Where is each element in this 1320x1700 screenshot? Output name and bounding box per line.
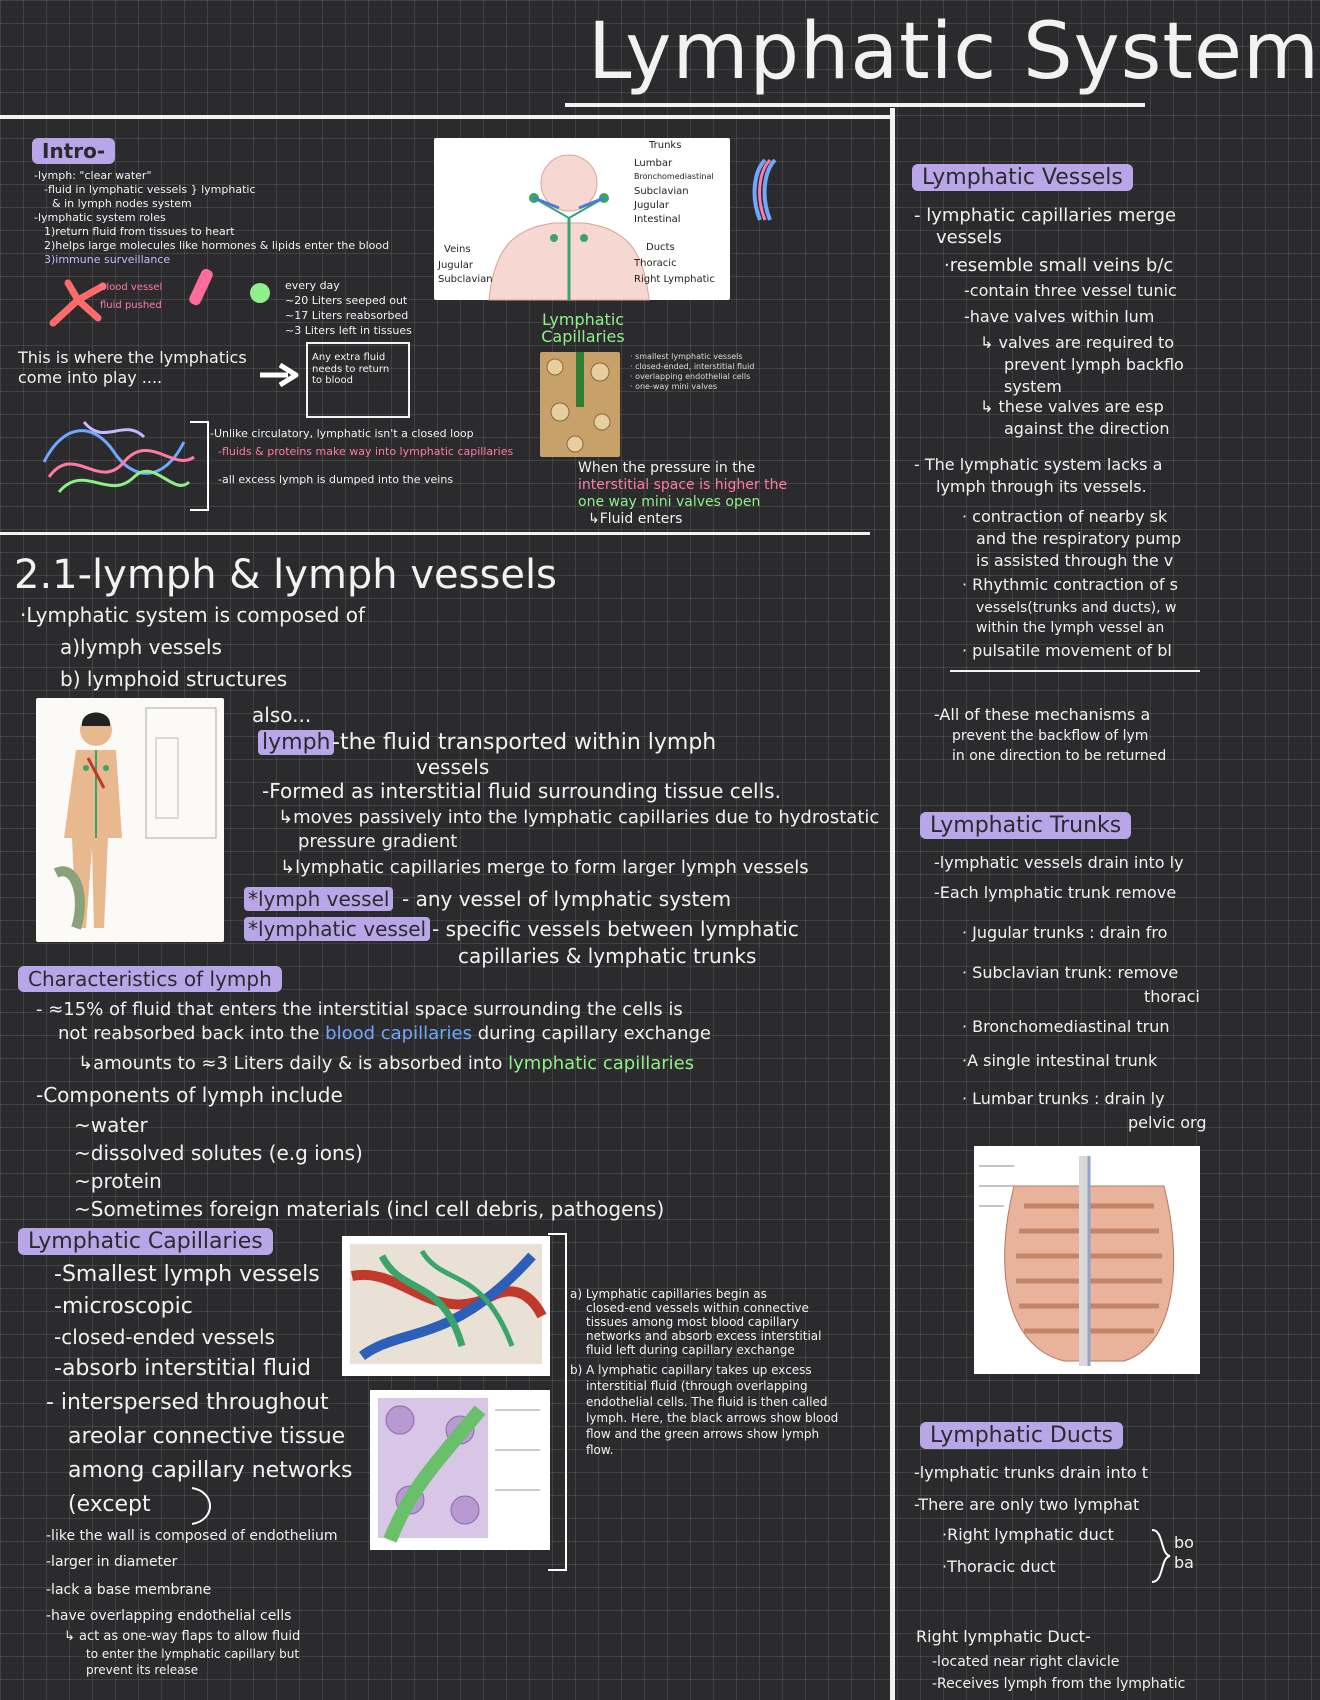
lymphatic-vessel-def: capillaries & lymphatic trunks — [458, 944, 757, 968]
trunks-line: · Jugular trunks : drain fro — [962, 923, 1168, 942]
ducts-line: ·Thoracic duct — [942, 1557, 1056, 1576]
char-line: - ≈15% of fluid that enters the interstitial space surrounding the cells is — [36, 999, 683, 1020]
intro-line: 1)return fluid from tissues to heart — [44, 225, 235, 238]
ducts-brace-icon — [1150, 1528, 1174, 1584]
vessels-line: is assisted through the v — [976, 551, 1174, 570]
vessels-underline — [950, 670, 1200, 672]
caption-a-line: networks and absorb excess interstitial — [586, 1329, 822, 1343]
syringe-doodle — [185, 262, 225, 317]
vessels-line: ↳ valves are required to — [980, 333, 1175, 352]
pressure-line: ↳Fluid enters — [588, 511, 683, 527]
intro-line: -lymph: "clear water" — [34, 169, 152, 182]
intro-label: Intro- — [32, 138, 115, 164]
title-underline — [565, 103, 1145, 107]
unlike-line: -Unlike circulatory, lymphatic isn't a closed loop — [210, 427, 474, 440]
vessels-line: and the respiratory pump — [976, 529, 1182, 548]
composed-line: ·Lymphatic system is composed of — [20, 603, 366, 627]
capillary-item: -Smallest lymph vessels — [54, 1262, 320, 1287]
lymph-network-doodle — [24, 402, 204, 512]
bracket-icon — [188, 420, 212, 512]
veins-legend-item: Jugular — [438, 260, 473, 271]
intro-line: 3)immune surveillance — [44, 253, 171, 266]
arrow-right-icon — [258, 362, 300, 388]
vessels-line: · pulsatile movement of bl — [962, 641, 1172, 660]
formed-line: -Formed as interstitial fluid surrounding tissue cells. — [262, 779, 781, 803]
caption-b-line: lymph. Here, the black arrows show blood — [586, 1411, 839, 1425]
capillary-small-item: ↳ act as one-way flaps to allow fluid — [64, 1629, 301, 1644]
char-text: ↳amounts to ≈3 Liters daily & is absorbed into — [78, 1053, 509, 1074]
lymph-term-highlight: lymph — [258, 730, 334, 755]
caption-a-line: tissues among most blood capillary — [586, 1315, 799, 1329]
vessels-line: against the direction — [1004, 419, 1170, 438]
composed-item: a)lymph vessels — [60, 635, 222, 659]
right-duct-line: -located near right clavicle — [932, 1654, 1120, 1670]
blood-capillaries-highlight: blood capillaries — [325, 1023, 472, 1044]
lymph-vessel-highlight: *lymph vessel — [244, 887, 393, 911]
section-heading: 2.1-lymph & lymph vessels — [14, 552, 557, 598]
vessels-line: · contraction of nearby sk — [962, 507, 1168, 526]
veins-legend-title: Veins — [444, 244, 471, 255]
lymph-vessel-term — [244, 888, 393, 911]
vessels-line: - lymphatic capillaries merge — [914, 205, 1177, 226]
lymph-vessel-def: - any vessel of lymphatic system — [402, 887, 732, 911]
play-text: This is where the lymphatics come into play .... — [18, 348, 247, 387]
ducts-line: bo — [1174, 1533, 1194, 1552]
merge-line: ↳lymphatic capillaries merge to form larger lymph vessels — [280, 857, 809, 878]
unlike-line: -fluids & proteins make way into lymphatic capillaries — [218, 445, 514, 458]
caption-a-line: fluid left during capillary exchange — [586, 1343, 795, 1357]
lymph-body-diagram — [434, 138, 730, 300]
char-text: not reabsorbed back into the — [58, 1023, 326, 1044]
lymph-capillaries-heading: Lymphatic Capillaries — [18, 1228, 273, 1255]
components-line: -Components of lymph include — [36, 1083, 343, 1107]
lymphatic-vessel-def: - specific vessels between lymphatic — [432, 917, 799, 941]
extra-fluid-text: Any extra fluid needs to return to blood — [312, 352, 390, 386]
moves-line: ↳moves passively into the lymphatic capillaries due to hydrostatic — [278, 807, 880, 828]
capillary-illustration — [540, 352, 620, 457]
trunks-legend-item: Jugular — [634, 200, 669, 211]
capillary-item: - interspersed throughout — [46, 1390, 329, 1415]
capillary-item: areolar connective tissue — [68, 1424, 346, 1449]
caption-b-line: flow and the green arrows show lymph — [586, 1427, 820, 1441]
every-day-line: every day — [285, 279, 340, 292]
lymph-term — [258, 730, 334, 755]
trunks-line: · Bronchomediastinal trun — [962, 1017, 1170, 1036]
vessels-line: in one direction to be returned — [952, 748, 1167, 764]
caption-b-line: endothelial cells. The fluid is then called — [586, 1395, 828, 1409]
component-item: ~dissolved solutes (e.g ions) — [74, 1141, 363, 1165]
lymphatic-vessel-term — [244, 918, 430, 941]
doodle-note: fluid pushed — [100, 300, 162, 311]
thoracic-duct-figure — [974, 1146, 1200, 1374]
lymphoid-body-figure — [36, 698, 224, 942]
ducts-legend-item: Thoracic — [634, 258, 677, 269]
pressure-line: When the pressure in the — [578, 460, 756, 476]
char-text: during capillary exchange — [471, 1023, 711, 1044]
capillary-small-item: -have overlapping endothelial cells — [46, 1608, 292, 1624]
also-text: also... — [252, 703, 312, 727]
vessel-doodle — [48, 278, 108, 328]
intro-divider — [0, 532, 870, 535]
vessels-line: - The lymphatic system lacks a — [914, 455, 1163, 474]
moves-line: pressure gradient — [298, 831, 458, 852]
trunks-heading: Lymphatic Trunks — [920, 812, 1131, 839]
vessels-line: ·resemble small veins b/c — [944, 255, 1174, 276]
caption-a-line: closed-end vessels within connective — [586, 1301, 809, 1315]
trunks-line: pelvic org — [1128, 1113, 1207, 1132]
trunks-line: thoraci — [1144, 987, 1200, 1006]
vessels-line: vessels — [936, 227, 1002, 248]
except-bracket-icon — [186, 1486, 222, 1526]
capillary-item: among capillary networks — [68, 1458, 353, 1483]
vessel-detail-diagram — [745, 155, 833, 225]
page-title: Lymphatic System — [588, 7, 1320, 97]
caption-a-line: a) Lymphatic capillaries begin as — [570, 1287, 767, 1301]
vessels-line: -contain three vessel tunic — [964, 281, 1177, 300]
trunks-legend-item: Lumbar — [634, 158, 673, 169]
vessels-line: -All of these mechanisms a — [934, 705, 1151, 724]
unlike-line: -all excess lymph is dumped into the veins — [218, 473, 454, 486]
capillary-item: (except — [68, 1492, 151, 1517]
capillary-small-item: -lack a base membrane — [46, 1582, 212, 1598]
component-item: ~protein — [74, 1169, 162, 1193]
capillary-notes: · smallest lymphatic vessels · closed-ended, interstitial fluid · overlapping endothelial cells · one-way mini valves — [630, 352, 755, 391]
intro-line: -lymphatic system roles — [34, 211, 166, 224]
char-line — [78, 1054, 694, 1075]
veins-legend-item: Subclavian — [438, 274, 493, 285]
figure-bracket-icon — [546, 1232, 570, 1572]
component-item: ~Sometimes foreign materials (incl cell debris, pathogens) — [74, 1197, 665, 1221]
vessels-line: vessels(trunks and ducts), w — [976, 600, 1177, 616]
vessels-line: prevent lymph backflo — [1004, 355, 1184, 374]
lymphatic-vessel-highlight: *lymphatic vessel — [244, 917, 430, 941]
lymph-def: vessels — [416, 755, 490, 779]
trunks-line: ·A single intestinal trunk — [962, 1051, 1158, 1070]
every-day-line: ~3 Liters left in tissues — [285, 324, 412, 337]
capillary-small-item: prevent its release — [86, 1663, 199, 1677]
trunks-legend-title: Trunks — [649, 140, 682, 151]
column-divider — [890, 108, 895, 1700]
vessels-line: within the lymph vessel an — [976, 620, 1165, 636]
capillary-small-item: -larger in diameter — [46, 1554, 178, 1570]
trunks-legend-item: Intestinal — [634, 214, 681, 225]
component-item: ~water — [74, 1113, 148, 1137]
doodle-note: blood vessel — [100, 282, 163, 293]
trunks-line: · Lumbar trunks : drain ly — [962, 1089, 1165, 1108]
capillary-closeup-figure — [370, 1390, 550, 1550]
capillaries-label: Lymphatic Capillaries — [541, 310, 625, 346]
capillary-small-item: -like the wall is composed of endothelium — [46, 1528, 338, 1544]
right-duct-line: -Receives lymph from the lymphatic — [932, 1676, 1186, 1692]
ducts-line: -lymphatic trunks drain into t — [914, 1463, 1149, 1482]
trunks-legend-item: Bronchomediastinal — [634, 172, 714, 181]
composed-item: b) lymphoid structures — [60, 667, 288, 691]
ducts-heading: Lymphatic Ducts — [920, 1422, 1123, 1449]
capillary-item: -absorb interstitial fluid — [54, 1356, 311, 1381]
every-day-line: ~17 Liters reabsorbed — [285, 309, 409, 322]
capillary-item: -closed-ended vessels — [54, 1325, 275, 1349]
capillary-small-item: to enter the lymphatic capillary but — [86, 1647, 300, 1661]
top-divider — [0, 115, 890, 119]
pressure-line: one way mini valves open — [578, 494, 761, 510]
ducts-legend-title: Ducts — [646, 242, 675, 253]
vessels-line: prevent the backflow of lym — [952, 728, 1149, 744]
lymphatic-capillaries-highlight: lymphatic capillaries — [508, 1053, 695, 1074]
characteristics-heading: Characteristics of lymph — [18, 966, 282, 992]
vessels-line: lymph through its vessels. — [936, 477, 1147, 496]
ducts-line: ba — [1174, 1553, 1194, 1572]
ducts-line: -There are only two lymphat — [914, 1495, 1140, 1514]
vessels-line: · Rhythmic contraction of s — [962, 575, 1178, 594]
caption-b-line: interstitial fluid (through overlapping — [586, 1379, 808, 1393]
trunks-line: -lymphatic vessels drain into ly — [934, 853, 1184, 872]
intro-line: 2)helps large molecules like hormones & lipids enter the blood — [44, 239, 390, 252]
trunks-line: · Subclavian trunk: remove — [962, 963, 1179, 982]
ducts-line: ·Right lymphatic duct — [942, 1525, 1114, 1544]
intro-line: -fluid in lymphatic vessels } lymphatic — [44, 183, 256, 196]
every-day-line: ~20 Liters seeped out — [285, 294, 408, 307]
cell-doodle — [245, 278, 275, 308]
pressure-line: interstitial space is higher the — [578, 477, 788, 493]
capillary-network-figure — [342, 1236, 550, 1376]
ducts-legend-item: Right Lymphatic — [634, 274, 715, 285]
vessels-heading: Lymphatic Vessels — [912, 164, 1133, 191]
trunks-legend-item: Subclavian — [634, 186, 689, 197]
trunks-line: -Each lymphatic trunk remove — [934, 883, 1177, 902]
right-duct-line: Right lymphatic Duct- — [916, 1627, 1091, 1646]
vessels-line: -have valves within lum — [964, 307, 1155, 326]
intro-line: & in lymph nodes system — [52, 197, 192, 210]
caption-b-line: flow. — [586, 1443, 614, 1457]
vessels-line: ↳ these valves are esp — [980, 397, 1164, 416]
char-line — [58, 1024, 711, 1045]
vessels-line: system — [1004, 377, 1062, 396]
caption-b-line: b) A lymphatic capillary takes up excess — [570, 1363, 812, 1377]
capillary-item: -microscopic — [54, 1294, 193, 1319]
lymph-def: -the fluid transported within lymph — [332, 730, 717, 755]
